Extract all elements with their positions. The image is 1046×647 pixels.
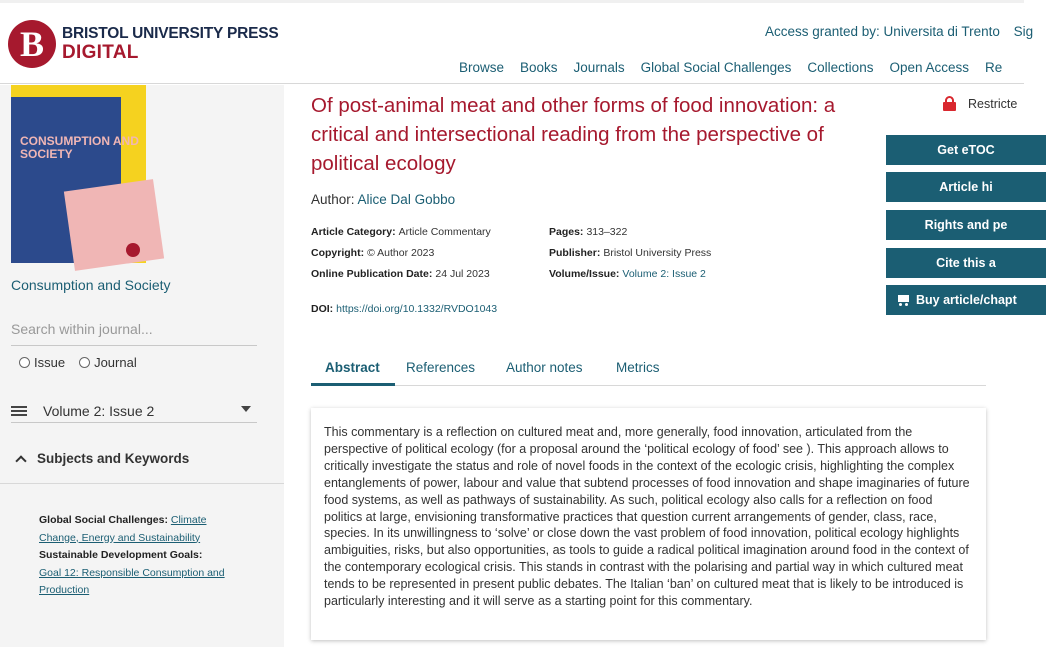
tab-references[interactable]: References xyxy=(406,360,476,375)
volume-select-value: Volume 2: Issue 2 xyxy=(43,402,155,419)
cover-logo-icon xyxy=(126,243,140,257)
site-header xyxy=(0,0,1034,84)
nav-collections[interactable]: Collections xyxy=(807,60,874,75)
cart-icon xyxy=(896,294,910,306)
sdg-link-1[interactable]: Goal 12: Responsible Consumption and xyxy=(39,566,225,579)
tab-abstract[interactable]: Abstract xyxy=(325,360,380,375)
lock-icon xyxy=(943,96,956,111)
access-status xyxy=(943,96,1017,111)
meta-doi xyxy=(311,303,497,315)
radio-journal-icon[interactable] xyxy=(79,357,90,368)
volume-issue-select[interactable] xyxy=(11,399,257,423)
nav-journals[interactable]: Journals xyxy=(573,60,625,75)
sdg-link-2[interactable]: Production xyxy=(39,584,90,596)
rights-permissions-button[interactable]: Rights and pe xyxy=(886,210,1046,240)
meta-copyright xyxy=(311,247,434,259)
copyright-label: Copyright: xyxy=(311,247,365,259)
article-author xyxy=(311,192,455,207)
abstract-text: This commentary is a reflection on cultured meat and, more generally, food innovation, articulated from the perspective of political ecology (for a proposal around the ‘political ecology of food’ see ). This approach allows to critically investigate the status and role of novel foods in the context of the ecologic crisis, highlighting the complex entanglements of power, labour and value that subtend processes of food innovation and shape imaginaries of future food systems, as well as pathways of sustainability. As such, political ecology also calls for a reflection on food politics at large, envisioning transformative practices that question current arrangements of gender, class, race, species. In its unwillingness to ‘solve’ or close down the vast problem of food innovation, political ecology highlights ambiguities, risks, but also opportunities, as tools to guide a radical political imagination around food in the context of the contemporary ecological crisis. This stands in contrast with the polarising and partial way in which cultured meat tends to be represented in present public debates. The Italian ‘ban’ on cultured meat that is likely to be introduced is particularly interesting and it will serve as a starting point for this commentary. xyxy=(324,425,970,609)
subjects-heading: Subjects and Keywords xyxy=(37,451,190,466)
online-date-label: Online Publication Date: xyxy=(311,268,433,280)
meta-pages xyxy=(549,226,627,238)
cover-pink-block xyxy=(64,179,164,271)
article-title: Of post-animal meat and other forms of food innovation: a critical and intersectional reading from the perspective of political ecology xyxy=(311,94,836,175)
nav-books[interactable]: Books xyxy=(520,60,558,75)
category-value: Article Commentary xyxy=(398,226,491,238)
radio-issue-label: Issue xyxy=(34,355,66,370)
volume-issue-label: Volume/Issue: xyxy=(549,268,620,280)
logo-mark-icon: B xyxy=(8,20,56,68)
article-history-button[interactable]: Article hi xyxy=(886,172,1046,202)
get-etoc-button[interactable]: Get eTOC xyxy=(886,135,1046,165)
gsc-link-2[interactable]: Change, Energy and Sustainability xyxy=(39,531,201,544)
active-tab-indicator xyxy=(311,383,395,386)
sidebar-divider xyxy=(0,483,284,484)
subjects-list xyxy=(39,512,239,600)
cite-this-button[interactable]: Cite this a xyxy=(886,248,1046,278)
logo-line1: BRISTOL UNIVERSITY PRESS xyxy=(62,25,279,43)
subjects-keywords-toggle[interactable] xyxy=(17,451,189,466)
gsc-link-1[interactable]: Climate xyxy=(170,514,207,526)
journal-sidebar xyxy=(0,85,284,647)
site-logo[interactable] xyxy=(8,20,279,68)
access-info xyxy=(765,24,1033,39)
buy-article-label: Buy article/chapt xyxy=(916,293,1017,307)
search-scope-radios xyxy=(19,355,151,370)
meta-category xyxy=(311,226,491,238)
meta-online-date xyxy=(311,268,490,280)
publisher-label: Publisher: xyxy=(549,247,601,259)
tab-author-notes[interactable]: Author notes xyxy=(506,360,583,375)
radio-journal[interactable] xyxy=(79,355,137,370)
journal-name-link[interactable]: Consumption and Society xyxy=(11,277,171,293)
nav-more[interactable]: Re xyxy=(985,60,1003,75)
radio-journal-label: Journal xyxy=(94,355,137,370)
pages-label: Pages: xyxy=(549,226,584,238)
header-top-strip xyxy=(0,0,1024,3)
publisher-value: Bristol University Press xyxy=(603,247,712,259)
author-label: Author: xyxy=(311,192,355,207)
chevron-up-icon xyxy=(15,455,26,466)
caret-down-icon xyxy=(241,406,251,412)
abstract-panel xyxy=(311,408,986,640)
volume-issue-link[interactable]: Volume 2: Issue 2 xyxy=(622,268,706,280)
search-within-journal-input[interactable]: Search within journal... xyxy=(11,318,257,346)
doi-label: DOI: xyxy=(311,303,334,315)
author-name-link[interactable]: Alice Dal Gobbo xyxy=(357,192,456,207)
main-nav xyxy=(459,60,1018,75)
buy-article-button[interactable] xyxy=(886,285,1046,315)
pages-value: 313–322 xyxy=(586,226,628,238)
nav-global-social-challenges[interactable]: Global Social Challenges xyxy=(640,60,792,75)
tab-metrics[interactable]: Metrics xyxy=(616,360,660,375)
nav-browse[interactable]: Browse xyxy=(459,60,505,75)
gsc-label: Global Social Challenges: xyxy=(39,514,168,526)
category-label: Article Category: xyxy=(311,226,396,238)
logo-line2: DIGITAL xyxy=(62,41,139,63)
radio-issue-icon[interactable] xyxy=(19,357,30,368)
journal-cover-image[interactable] xyxy=(11,85,146,263)
sign-in-link[interactable]: Sig xyxy=(1013,24,1034,39)
radio-issue[interactable] xyxy=(19,355,65,370)
article-tabs xyxy=(311,350,986,386)
list-menu-icon xyxy=(11,406,27,416)
online-date-value: 24 Jul 2023 xyxy=(435,268,490,280)
access-granted-text: Access granted by: Universita di Trento xyxy=(765,24,1000,39)
copyright-value: © Author 2023 xyxy=(367,247,435,259)
sdg-label: Sustainable Development Goals: xyxy=(39,549,203,561)
restricted-label: Restricte xyxy=(968,96,1018,111)
logo-text xyxy=(62,26,279,62)
nav-open-access[interactable]: Open Access xyxy=(889,60,969,75)
cover-title: CONSUMPTION AND SOCIETY xyxy=(20,134,139,162)
meta-publisher xyxy=(549,247,711,259)
meta-volume-issue xyxy=(549,268,706,280)
doi-link[interactable]: https://doi.org/10.1332/RVDO1043 xyxy=(336,303,498,315)
